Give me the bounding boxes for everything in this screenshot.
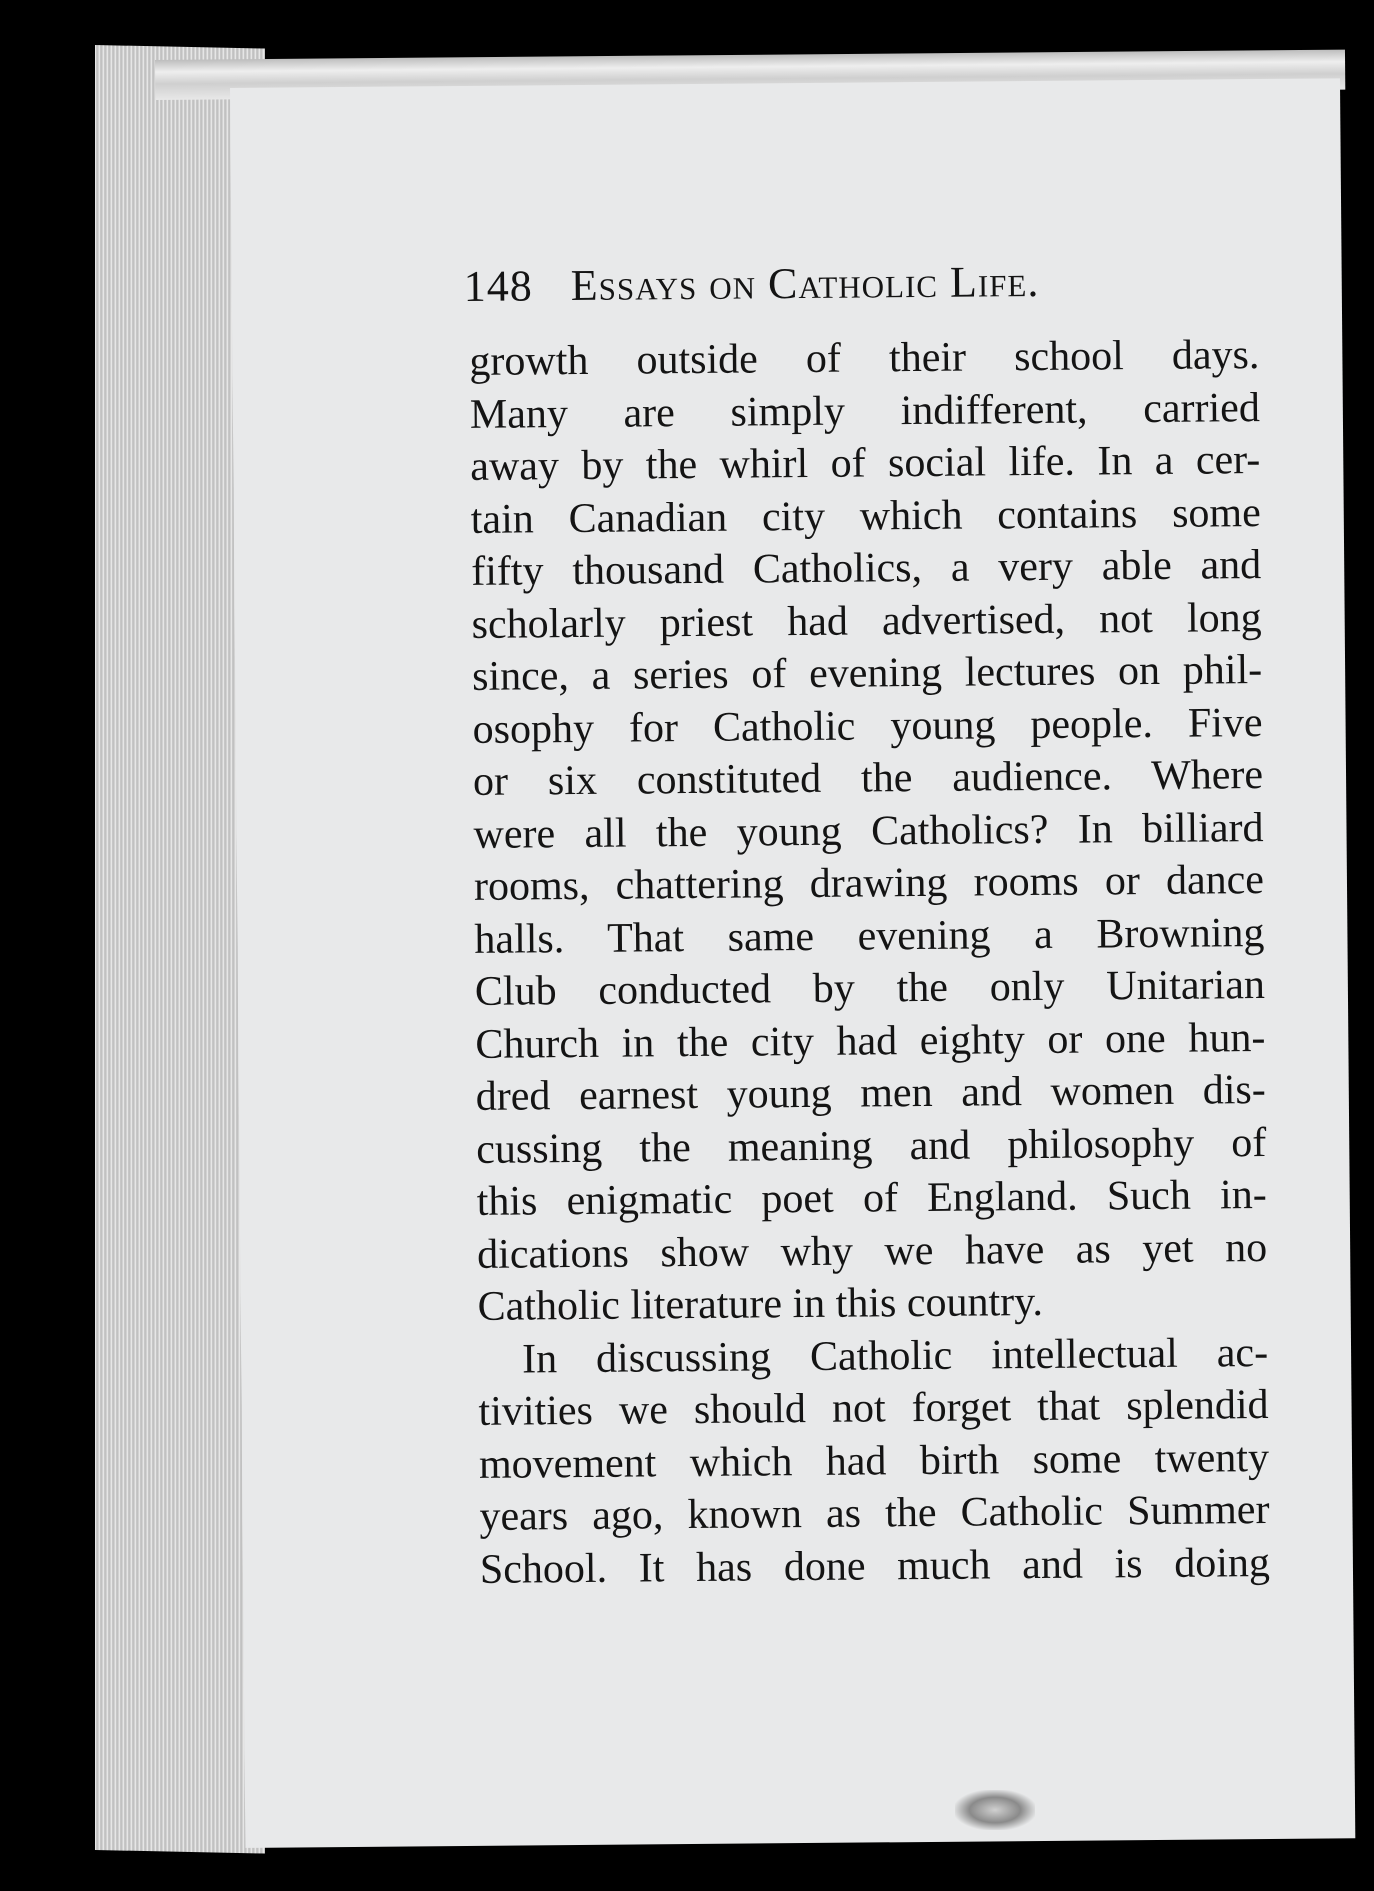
scan-smudge [955,1790,1035,1830]
text-line: this enigmatic poet of England. Such in- [476,1171,1267,1225]
text-line: dred earnest young men and women dis- [475,1067,1266,1120]
text-line: School. It has done much and is doing [479,1539,1271,1593]
text-line: Church in the city had eighty or one hun- [475,1014,1266,1068]
text-line: were all the young Catholics? In billiard [473,804,1264,858]
text-line: years ago, known as the Catholic Summer [479,1486,1270,1540]
text-line: tivities we should not forget that splendid [478,1381,1269,1435]
text-line: Club conducted by the only Unitarian [474,962,1266,1015]
book-page [230,78,1355,1848]
text-line: halls. That same evening a Browning [474,909,1265,963]
text-line: cussing the meaning and philosophy of [476,1119,1267,1173]
text-line: fifty thousand Catholics, a very able and [471,542,1262,595]
text-line: osophy for Catholic young people. Five [472,699,1263,753]
text-line: growth outside of their school days. [469,332,1260,385]
page-number: 148 [463,261,533,311]
running-head [464,256,1040,312]
text-line: dications show why we have as yet no [476,1224,1268,1278]
text-line: Many are simply indifferent, carried [469,384,1261,438]
text-line: tain Canadian city which contains some [470,489,1261,543]
text-line: scholarly priest had advertised, not long [471,594,1262,648]
text-line: movement which had birth some twenty [478,1434,1270,1488]
text-line: or six constituted the audience. Where [472,752,1264,805]
text-line: Catholic literature in this country. [477,1278,1044,1330]
book-title: Essays on Catholic Life. [570,256,1040,311]
text-line: In discussing Catholic intellectual ac- [521,1329,1269,1382]
body-text [469,329,1270,1596]
text-line: since, a series of evening lectures on phil- [471,647,1263,700]
text-line: rooms, chattering drawing rooms or dance [473,857,1265,910]
text-line: away by the whirl of social life. In a cer- [470,437,1261,490]
